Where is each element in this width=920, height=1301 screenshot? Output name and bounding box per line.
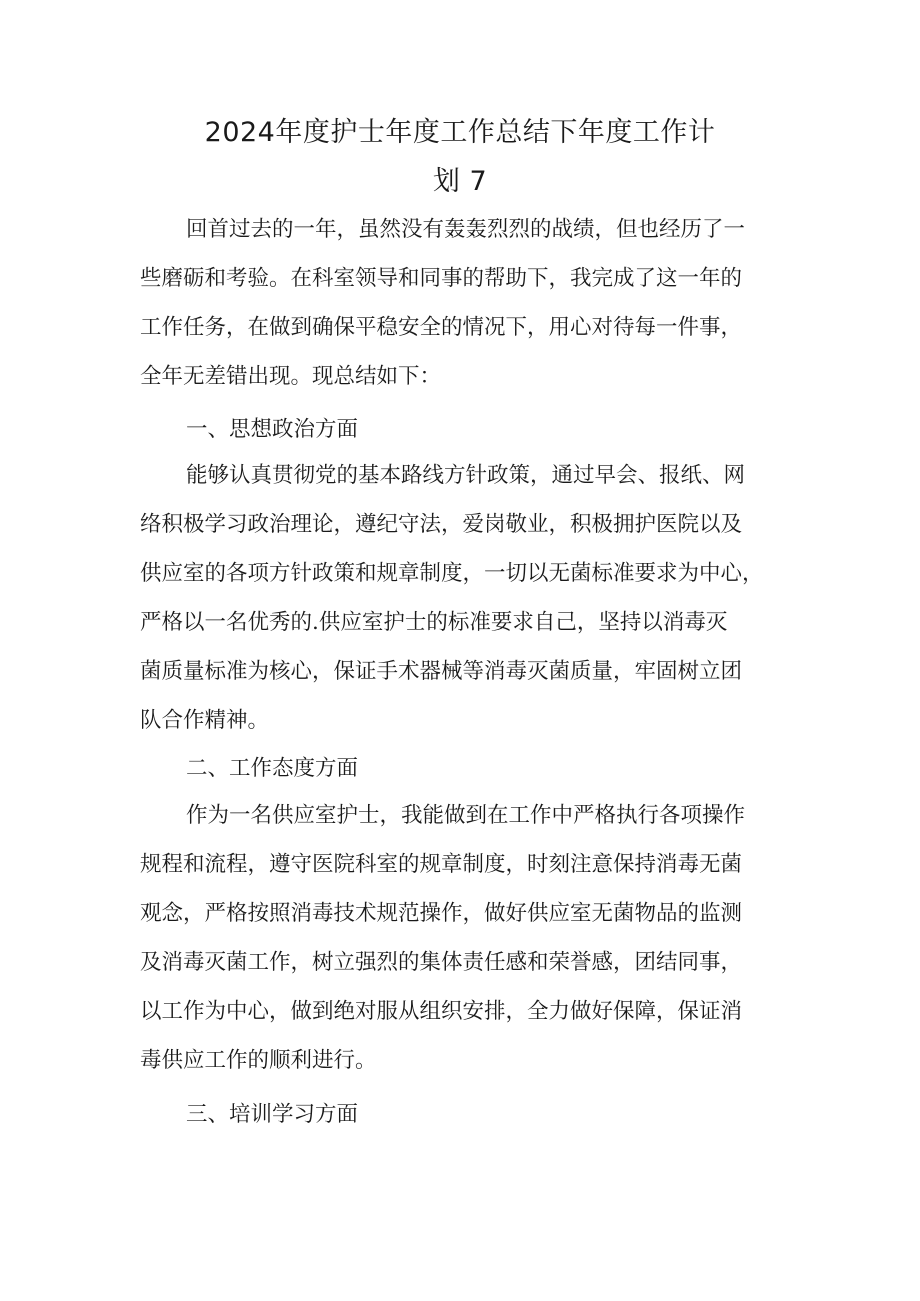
- section1-line: 供应室的各项方针政策和规章制度，一切以无菌标准要求为中心，: [140, 561, 764, 586]
- section1-line: 菌质量标准为核心，保证手术器械等消毒灭菌质量，牢固树立团: [140, 659, 743, 684]
- section1-heading: 一、思想政治方面: [186, 417, 359, 442]
- section2-line: 规程和流程，遵守医院科室的规章制度，时刻注意保持消毒无菌: [140, 852, 743, 877]
- section1-line: 队合作精神。: [140, 708, 270, 733]
- section2-line: 毒供应工作的顺利进行。: [140, 1048, 377, 1073]
- section2-line: 作为一名供应室护士，我能做到在工作中严格执行各项操作: [186, 803, 746, 828]
- document-title-line1: 2024年度护士年度工作总结下年度工作计: [204, 117, 716, 148]
- document-title-line2: 划 7: [432, 166, 488, 197]
- section2-line: 及消毒灭菌工作，树立强烈的集体责任感和荣誉感，团结同事，: [140, 950, 743, 975]
- section3-heading: 三、培训学习方面: [186, 1102, 359, 1127]
- intro-line: 工作任务，在做到确保平稳安全的情况下，用心对待每一件事，: [140, 315, 743, 340]
- section2-heading: 二、工作态度方面: [186, 756, 359, 781]
- section2-line: 观念，严格按照消毒技术规范操作，做好供应室无菌物品的监测: [140, 901, 743, 926]
- section1-line: 严格以一名优秀的.供应室护士的标准要求自己，坚持以消毒灭: [140, 610, 728, 635]
- section2-line: 以工作为中心，做到绝对服从组织安排，全力做好保障，保证消: [140, 999, 743, 1024]
- section1-line: 能够认真贯彻党的基本路线方针政策，通过早会、报纸、网: [186, 463, 746, 488]
- intro-line: 些磨砺和考验。在科室领导和同事的帮助下，我完成了这一年的: [140, 266, 743, 291]
- section1-line: 络积极学习政治理论，遵纪守法，爱岗敬业，积极拥护医院以及: [140, 512, 743, 537]
- intro-line: 全年无差错出现。现总结如下：: [140, 364, 442, 389]
- intro-line: 回首过去的一年，虽然没有轰轰烈烈的战绩，但也经历了一: [186, 217, 746, 242]
